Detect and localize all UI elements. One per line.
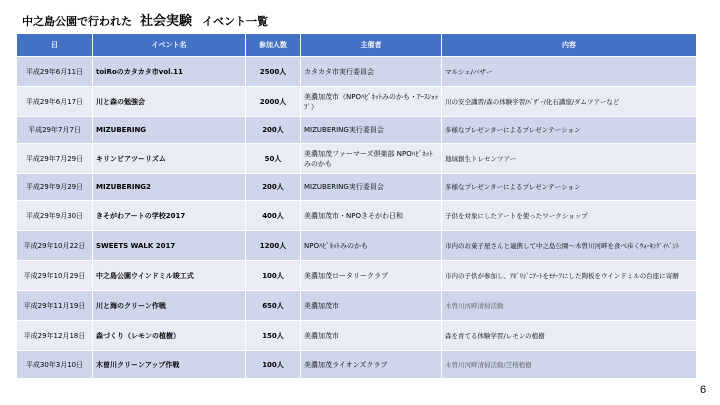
table-row [17,117,697,144]
row-organizer: NPOﾊﾋﾞﾈｯﾄみのかも [301,231,442,261]
row-participants: 1200人 [246,231,301,261]
row-event-name: MIZUBERING [93,117,246,144]
table-row [17,261,697,291]
row-event-name: キリンビアツーリズム [93,144,246,174]
row-event-name: toiRoのカタカタ市vol.11 [93,57,246,87]
row-event-name: 中之島公園ウインドミル竣工式 [93,261,246,291]
row-date: 平成29年7月29日 [17,144,93,174]
table-row [17,291,697,321]
row-date: 平成29年9月29日 [17,174,93,201]
row-date: 平成29年6月17日 [17,87,93,117]
table-row [17,174,697,201]
row-event-name: MIZUBERING2 [93,174,246,201]
row-participants: 200人 [246,117,301,144]
row-organizer: 美濃加茂市 [301,321,442,351]
table-row [17,321,697,351]
row-participants: 200人 [246,174,301,201]
table-row [17,201,697,231]
row-organizer: 美濃加茂市 [301,291,442,321]
row-participants: 100人 [246,261,301,291]
header-participants: 参加人数 [246,34,301,57]
row-content: 木曽川河畔清掃活動/芝桜植樹 [442,351,697,379]
row-organizer: 美濃加茂ファーマーズ倶楽部 NPOﾊﾋﾞﾈｯﾄみのかも [301,144,442,174]
row-date: 平成30年3月10日 [17,351,93,379]
page-title [22,10,268,32]
event-table [16,33,697,379]
table-header-row [17,34,697,57]
row-participants: 650人 [246,291,301,321]
row-participants: 50人 [246,144,301,174]
row-content: 子供を対象にしたアートを使ったワークショップ [442,201,697,231]
table-row [17,144,697,174]
title-part-1: 中之島公園で行われた [22,15,132,28]
table-row [17,231,697,261]
table-row [17,351,697,379]
row-content: 木曽川河畔清掃活動 [442,291,697,321]
row-content: 森を育てる体験学習/レモンの植樹 [442,321,697,351]
table-row [17,87,697,117]
row-participants: 400人 [246,201,301,231]
row-content: 地域創生トレセンツアー [442,144,697,174]
page-number: 6 [700,384,707,396]
header-content: 内容 [442,34,697,57]
row-event-name: きそがわアートの学校2017 [93,201,246,231]
row-content: 多様なプレゼンターによるプレゼンテーション [442,117,697,144]
header-event-name: イベント名 [93,34,246,57]
row-organizer: MIZUBERING実行委員会 [301,174,442,201]
title-part-3: イベント一覧 [202,15,269,28]
row-event-name: SWEETS WALK 2017 [93,231,246,261]
row-participants: 2500人 [246,57,301,87]
row-event-name: 森づくり（レモンの植樹） [93,321,246,351]
row-organizer: カタカタ市実行委員会 [301,57,442,87]
row-participants: 150人 [246,321,301,351]
row-date: 平成29年11月19日 [17,291,93,321]
row-event-name: 川と森の勉強会 [93,87,246,117]
row-organizer: 美濃加茂ライオンズクラブ [301,351,442,379]
title-part-2: 社会実験 [140,14,193,29]
row-date: 平成29年9月30日 [17,201,93,231]
row-organizer: 美濃加茂市（NPOﾊﾋﾞﾈｯﾄみのかも・ｱｰｽｼｮｯﾌﾟ） [301,87,442,117]
row-date: 平成29年10月29日 [17,261,93,291]
row-content: マルシェ/バザー [442,57,697,87]
row-content: 多様なプレゼンターによるプレゼンテーション [442,174,697,201]
row-organizer: 美濃加茂市・NPOきそがわ日和 [301,201,442,231]
row-content: 市内の子供が参加し、ｱﾎﾞﾘｼﾞﾆｱｰﾄをﾓﾁｰﾌにした陶板をウインドミルの台座に寄贈 [442,261,697,291]
header-date: 日 [17,34,93,57]
row-content: 川の安全講習/森の体験学習/ﾊﾞｻﾞｰ/化石講座/ダムツアーなど [442,87,697,117]
row-date: 平成29年6月11日 [17,57,93,87]
row-date: 平成29年10月22日 [17,231,93,261]
header-organizer: 主催者 [301,34,442,57]
row-date: 平成29年7月7日 [17,117,93,144]
row-event-name: 川と海のクリーン作戦 [93,291,246,321]
row-content: 市内のお菓子屋さんと連携して中之島公園～木曽川河畔を食べ歩くｳｫｰｷﾝｸﾞｲﾍﾞﾝﾄ [442,231,697,261]
table-row [17,57,697,87]
row-organizer: MIZUBERING実行委員会 [301,117,442,144]
row-event-name: 木曽川クリーンアップ作戦 [93,351,246,379]
row-organizer: 美濃加茂ロータリークラブ [301,261,442,291]
row-participants: 100人 [246,351,301,379]
row-date: 平成29年12月18日 [17,321,93,351]
row-participants: 2000人 [246,87,301,117]
